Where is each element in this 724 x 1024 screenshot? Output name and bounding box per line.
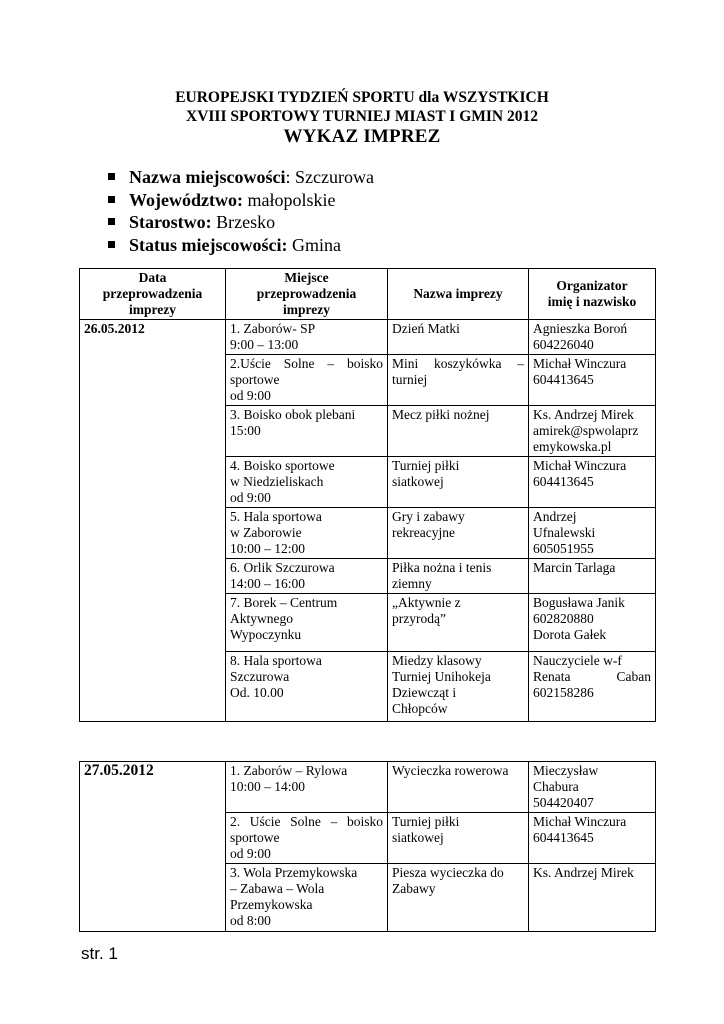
cell-line: Szczurowa bbox=[230, 669, 290, 684]
cell-organizer bbox=[529, 406, 656, 457]
info-label: Status miejscowości: bbox=[129, 234, 288, 255]
cell-line: sportowe bbox=[230, 830, 280, 845]
cell-event bbox=[388, 508, 529, 559]
cell-organizer bbox=[529, 652, 656, 722]
cell-line: siatkowej bbox=[392, 474, 444, 489]
cell-line: Chłopców bbox=[392, 701, 448, 716]
cell-line: 604413645 bbox=[533, 474, 594, 489]
cell-event bbox=[388, 594, 529, 652]
cell-line: ziemny bbox=[392, 576, 432, 591]
event-date-cell bbox=[80, 762, 226, 932]
event-date: 27.05.2012 bbox=[84, 762, 154, 779]
cell-line: 3. Wola Przemykowska bbox=[230, 865, 358, 880]
cell-line: sportowe bbox=[230, 372, 280, 387]
cell-line: Ufnalewski bbox=[533, 525, 596, 540]
cell-line: Dziewcząt i bbox=[392, 685, 457, 700]
cell-line: 9:00 – 13:00 bbox=[230, 337, 299, 352]
cell-line: Od. 10.00 bbox=[230, 685, 284, 700]
cell-line: Bogusława Janik bbox=[533, 595, 625, 610]
cell-line: imię i nazwisko bbox=[547, 294, 637, 309]
cell-place bbox=[226, 813, 388, 864]
event-date: 26.05.2012 bbox=[84, 321, 145, 336]
cell-line: 604226040 bbox=[533, 337, 594, 352]
cell-organizer bbox=[529, 762, 656, 813]
cell-line: Renata Caban bbox=[533, 669, 651, 684]
cell-place bbox=[226, 864, 388, 932]
cell-line: od 9:00 bbox=[230, 846, 271, 861]
cell-line: Zabawy bbox=[392, 881, 436, 896]
cell-line: 6. Orlik Szczurowa bbox=[230, 560, 335, 575]
cell-line: przeprowadzenia bbox=[102, 286, 203, 301]
cell-line: 1. Zaborów – Rylowa bbox=[230, 763, 348, 778]
cell-place bbox=[226, 508, 388, 559]
cell-line: 2. Uście Solne – boisko bbox=[230, 814, 383, 829]
cell-event bbox=[388, 406, 529, 457]
cell-line: w Niedzieliskach bbox=[230, 474, 324, 489]
cell-line: turniej bbox=[392, 372, 428, 387]
cell-line: Wypoczynku bbox=[230, 627, 302, 642]
event-date-cell bbox=[80, 320, 226, 722]
cell-line: od 9:00 bbox=[230, 388, 271, 403]
cell-line: Michał Winczura bbox=[533, 458, 627, 473]
cell-line: 602158286 bbox=[533, 685, 594, 700]
cell-place bbox=[226, 652, 388, 722]
header-line-1: EUROPEJSKI TYDZIEŃ SPORTU dla WSZYSTKICH bbox=[175, 89, 549, 106]
cell-line: 605051955 bbox=[533, 541, 594, 556]
cell-line: 602820880 bbox=[533, 611, 594, 626]
cell-line: 2.Uście Solne – boisko bbox=[230, 356, 383, 371]
cell-line: Piesza wycieczka do bbox=[392, 865, 504, 880]
cell-organizer bbox=[529, 320, 656, 355]
header-date bbox=[80, 269, 226, 320]
cell-line: od 9:00 bbox=[230, 490, 271, 505]
info-item-county bbox=[108, 211, 374, 234]
cell-line: 4. Boisko sportowe bbox=[230, 458, 335, 473]
events-table-day-1 bbox=[79, 268, 656, 722]
cell-line: Marcin Tarlaga bbox=[533, 560, 616, 575]
info-item-locality: Nazwa miejscowości: Szczurowa bbox=[108, 166, 374, 189]
cell-line: Dzień Matki bbox=[392, 321, 460, 336]
cell-line: przeprowadzenia bbox=[256, 286, 357, 301]
cell-line: Miedzy klasowy bbox=[392, 653, 482, 668]
cell-organizer bbox=[529, 559, 656, 594]
cell-line: 15:00 bbox=[230, 423, 261, 438]
cell-line: Ks. Andrzej Mirek bbox=[533, 407, 634, 422]
cell-line: – Zabawa – Wola bbox=[230, 881, 325, 896]
cell-line: Turniej piłki bbox=[392, 458, 460, 473]
cell-line: Data bbox=[138, 270, 167, 285]
cell-line: 1. Zaborów- SP bbox=[230, 321, 316, 336]
square-bullet-icon bbox=[108, 196, 115, 203]
cell-line: „Aktywnie z bbox=[392, 595, 461, 610]
cell-line: Chabura bbox=[533, 779, 579, 794]
cell-line: Mini koszykówka – bbox=[392, 356, 524, 371]
header-place bbox=[226, 269, 388, 320]
cell-line: Turniej Unihokeja bbox=[392, 669, 491, 684]
cell-line: Przemykowska bbox=[230, 897, 313, 912]
cell-organizer bbox=[529, 508, 656, 559]
cell-event bbox=[388, 762, 529, 813]
cell-place bbox=[226, 406, 388, 457]
cell-line: 14:00 – 16:00 bbox=[230, 576, 306, 591]
page-title: WYKAZ IMPREZ bbox=[283, 126, 441, 147]
cell-line: 8. Hala sportowa bbox=[230, 653, 322, 668]
cell-line: Mecz piłki nożnej bbox=[392, 407, 490, 422]
cell-line: Michał Winczura bbox=[533, 814, 627, 829]
square-bullet-icon bbox=[108, 218, 115, 225]
events-table-day-2 bbox=[79, 761, 656, 932]
cell-line: amirek@spwolaprz bbox=[533, 423, 639, 438]
cell-line: rekreacyjne bbox=[392, 525, 455, 540]
cell-place bbox=[226, 594, 388, 652]
info-value: małopolskie bbox=[247, 189, 336, 210]
info-label: Województwo: bbox=[129, 189, 243, 210]
cell-line: 604413645 bbox=[533, 372, 594, 387]
cell-event bbox=[388, 457, 529, 508]
cell-organizer bbox=[529, 864, 656, 932]
info-value: Gmina bbox=[291, 234, 341, 255]
cell-place bbox=[226, 762, 388, 813]
cell-line: Piłka nożna i tenis bbox=[392, 560, 492, 575]
info-value: Brzesko bbox=[216, 212, 276, 232]
cell-line: Dorota Gałek bbox=[533, 627, 607, 642]
table-row bbox=[80, 762, 656, 813]
info-list bbox=[108, 166, 374, 256]
cell-place bbox=[226, 320, 388, 355]
cell-event bbox=[388, 320, 529, 355]
cell-line: w Zaborowie bbox=[230, 525, 302, 540]
cell-line: Turniej piłki bbox=[392, 814, 460, 829]
cell-line: Aktywnego bbox=[230, 611, 293, 626]
cell-event bbox=[388, 355, 529, 406]
cell-line: siatkowej bbox=[392, 830, 444, 845]
cell-place bbox=[226, 559, 388, 594]
cell-line: Agnieszka Boroń bbox=[533, 321, 628, 336]
cell-line: Andrzej bbox=[533, 509, 577, 524]
info-item-voivodeship bbox=[108, 189, 374, 212]
cell-line: 10:00 – 12:00 bbox=[230, 541, 306, 556]
info-label: Nazwa miejscowości bbox=[129, 167, 286, 187]
info-label: Starostwo: bbox=[129, 212, 212, 232]
table-row bbox=[80, 320, 656, 355]
cell-organizer bbox=[529, 457, 656, 508]
cell-organizer bbox=[529, 355, 656, 406]
cell-line: 3. Boisko obok plebani bbox=[230, 407, 356, 422]
cell-organizer bbox=[529, 813, 656, 864]
cell-event bbox=[388, 813, 529, 864]
cell-line: przyrodą” bbox=[392, 611, 446, 626]
cell-place bbox=[226, 457, 388, 508]
cell-line: 10:00 – 14:00 bbox=[230, 779, 306, 794]
cell-line: 7. Borek – Centrum bbox=[230, 595, 338, 610]
cell-event bbox=[388, 652, 529, 722]
square-bullet-icon bbox=[108, 241, 115, 248]
cell-line: od 8:00 bbox=[230, 913, 271, 928]
cell-event bbox=[388, 864, 529, 932]
cell-line: Organizator bbox=[556, 278, 628, 293]
cell-line: Michał Winczura bbox=[533, 356, 627, 371]
cell-line: Nazwa imprezy bbox=[413, 286, 503, 301]
header-event bbox=[388, 269, 529, 320]
square-bullet-icon bbox=[108, 173, 115, 180]
cell-line: imprezy bbox=[129, 302, 176, 317]
cell-line: imprezy bbox=[283, 302, 330, 317]
header-organizer bbox=[529, 269, 656, 320]
info-value: Szczurowa bbox=[294, 167, 374, 187]
cell-line: emykowska.pl bbox=[533, 439, 612, 454]
cell-line: 5. Hala sportowa bbox=[230, 509, 322, 524]
cell-line: Gry i zabawy bbox=[392, 509, 465, 524]
cell-event bbox=[388, 559, 529, 594]
info-item-status bbox=[108, 234, 374, 257]
cell-line: Mieczysław bbox=[533, 763, 599, 778]
cell-line: Wycieczka rowerowa bbox=[392, 763, 509, 778]
cell-line: 604413645 bbox=[533, 830, 594, 845]
cell-line: Nauczyciele w-f bbox=[533, 653, 622, 668]
page-number: str. 1 bbox=[81, 944, 118, 963]
cell-line: Miejsce bbox=[284, 270, 329, 285]
cell-organizer bbox=[529, 594, 656, 652]
header-line-2: XVIII SPORTOWY TURNIEJ MIAST I GMIN 2012 bbox=[186, 108, 538, 125]
table-header-row bbox=[80, 269, 656, 320]
cell-place bbox=[226, 355, 388, 406]
cell-line: 504420407 bbox=[533, 795, 594, 810]
cell-line: Ks. Andrzej Mirek bbox=[533, 865, 634, 880]
